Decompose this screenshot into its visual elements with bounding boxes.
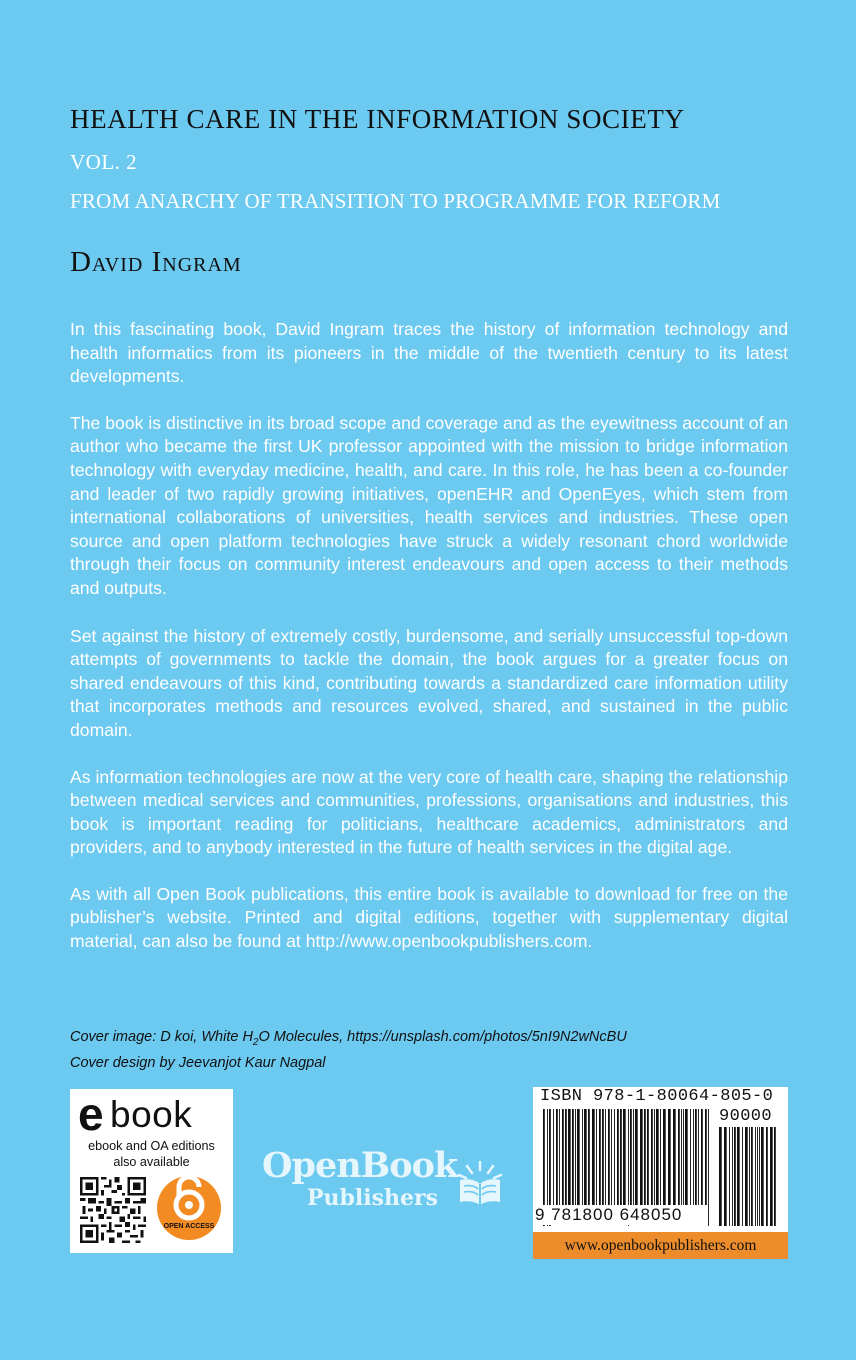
price-code: 90000 [719, 1107, 773, 1126]
barcode-bar [742, 1127, 743, 1226]
qr-code-icon [80, 1177, 146, 1243]
barcode-bar [660, 1109, 661, 1205]
barcode-bar [602, 1109, 604, 1205]
blurb-paragraph-1: In this fascinating book, David Ingram traces the history of information technology and health informatics from its pioneers in the middle of the twentieth century to its latest developments. [70, 319, 788, 387]
barcode-bar [705, 1109, 707, 1205]
barcode-bar [656, 1109, 659, 1205]
ebook-line-2: also available [113, 1155, 190, 1169]
ebook-line-1: ebook and OA editions [88, 1139, 215, 1153]
open-access-icon [156, 1175, 222, 1241]
author-name: David Ingram [70, 246, 242, 278]
ebook-badge [70, 1089, 233, 1253]
barcode-bar [724, 1127, 727, 1226]
blurb-paragraph-3: Set against the history of extremely costly, burdensome, and serially unsuccessful top-down attempts of governments to tackle the domain, the book argues for a greater focus on shared endeavours of this kind, contributing towards a standardized care information utility that incorporates methods and resources evolved, shared, and sustained in the public domain. [70, 625, 788, 740]
barcode-bar [599, 1109, 601, 1205]
barcode-bar [683, 1109, 684, 1205]
barcode-bar [568, 1109, 571, 1205]
barcode-bar [698, 1109, 699, 1205]
barcode-bar [663, 1109, 666, 1205]
barcode-bar [708, 1109, 709, 1226]
barcode-bar [630, 1109, 632, 1205]
blurb-paragraph-5: As with all Open Book publications, this entire book is available to download for free on the publisher’s website. Printed and digital editions, together with supplementary digital material, can also be found at http://www.openbookpublishers.com. [70, 883, 788, 952]
barcode-bar [620, 1109, 622, 1205]
cover-image-credit-prefix: Cover image: D koi, White H [70, 1029, 253, 1045]
barcode-digits: 9 781800 648050 [535, 1205, 683, 1224]
barcode-bar [577, 1109, 580, 1205]
open-book-icon [456, 1156, 504, 1206]
ebook-e-letter: e [78, 1088, 104, 1140]
barcode-bar [611, 1109, 612, 1205]
barcode-bar [755, 1127, 756, 1226]
barcode-bar [761, 1127, 764, 1226]
barcode-bar [759, 1127, 760, 1226]
barcode-bar [605, 1109, 606, 1205]
barcode-bar [623, 1109, 626, 1205]
barcode-bar [582, 1109, 583, 1205]
publisher-logo [262, 1146, 506, 1218]
barcode-bar [640, 1109, 643, 1205]
barcode-bar [556, 1109, 558, 1205]
barcode-bar [774, 1127, 776, 1226]
barcode-bar [647, 1109, 649, 1205]
barcode-bar [719, 1127, 722, 1226]
volume-label: VOL. 2 [70, 150, 138, 174]
logo-wordmark-bottom: Publishers [307, 1185, 438, 1211]
barcode-bar [690, 1109, 691, 1205]
barcode-bar [575, 1109, 576, 1205]
barcode-bar [749, 1127, 750, 1226]
barcode-bar [572, 1109, 574, 1205]
barcode-bar [617, 1109, 619, 1205]
barcode-bar [751, 1127, 753, 1226]
barcode-bar [745, 1127, 748, 1226]
barcode-bar [770, 1127, 773, 1226]
blurb-paragraph-2: The book is distinctive in its broad scope and coverage and as the eyewitness account of an author who became the first UK professor appointed with the mission to bridge information technology with everyday medicine, health, and care. In this role, he has been a co-founder and leader of two rapidly growing initiatives, openEHR and OpenEyes, which stem from international collaborations of universities, health services and industries. These open source and open platform technologies have struck a widely resonant chord worldwide through their focus on community interest endeavours and open access to their methods and outputs. [70, 412, 788, 598]
barcode-bar [553, 1109, 554, 1205]
barcode-bar [644, 1109, 646, 1205]
book-subtitle: FROM ANARCHY OF TRANSITION TO PROGRAMME FOR REFORM [70, 189, 721, 213]
barcode-bar [565, 1109, 567, 1205]
blurb-paragraph-4: As information technologies are now at the very core of health care, shaping the relationship between medical services and communities, professions, organisations and industries, this book is important reading for politicians, healthcare academics, administrators and providers, and to anybody interested in the future of health services in the digital age. [70, 766, 788, 858]
barcode-bar [685, 1109, 688, 1205]
blurb [70, 318, 788, 977]
barcode-bar [678, 1109, 680, 1205]
open-access-label: OPEN ACCESS [163, 1223, 215, 1230]
subscript-2: 2 [252, 1036, 259, 1048]
ebook-book-word: book [110, 1094, 193, 1135]
barcode-bar [673, 1109, 676, 1205]
barcode-bar [651, 1109, 653, 1205]
barcode-bar [559, 1109, 560, 1205]
cover-image-credit-suffix: O Molecules, https://unsplash.com/photos/5nI9N2wNcBU [258, 1029, 627, 1045]
cover-credits [70, 1027, 627, 1073]
addon-barcode-icon [717, 1127, 781, 1226]
barcode-bar [737, 1127, 740, 1226]
barcode-bar [614, 1109, 615, 1205]
barcode-bar [732, 1127, 733, 1226]
barcode-bar [757, 1127, 758, 1226]
barcode-bar [635, 1109, 638, 1205]
barcode-bar [766, 1127, 768, 1226]
barcode-bar [592, 1109, 595, 1205]
barcode-bar [693, 1109, 694, 1205]
publisher-url: www.openbookpublishers.com [533, 1232, 788, 1259]
barcode-bar [562, 1109, 564, 1205]
barcode-bar [701, 1109, 703, 1205]
barcode-bar [695, 1109, 697, 1205]
isbn-barcode-box [533, 1087, 788, 1259]
book-title: HEALTH CARE IN THE INFORMATION SOCIETY [70, 104, 685, 134]
cover-design-credit: Cover design by Jeevanjot Kaur Nagpal [70, 1054, 326, 1071]
barcode-bar [668, 1109, 671, 1205]
barcode-bar [584, 1109, 587, 1205]
barcode-bar [588, 1109, 590, 1205]
isbn-label: ISBN 978-1-80064-805-0 [540, 1087, 774, 1106]
barcode-bar [596, 1109, 597, 1205]
logo-wordmark-top: OpenBook [262, 1145, 458, 1186]
cover-image-credit [70, 1027, 627, 1053]
barcode-bar [654, 1109, 655, 1205]
barcode-bar [608, 1109, 610, 1205]
barcode-bar [633, 1109, 634, 1205]
barcode-bar [734, 1127, 736, 1226]
barcode-bar [729, 1127, 730, 1226]
barcode-bar [681, 1109, 682, 1205]
